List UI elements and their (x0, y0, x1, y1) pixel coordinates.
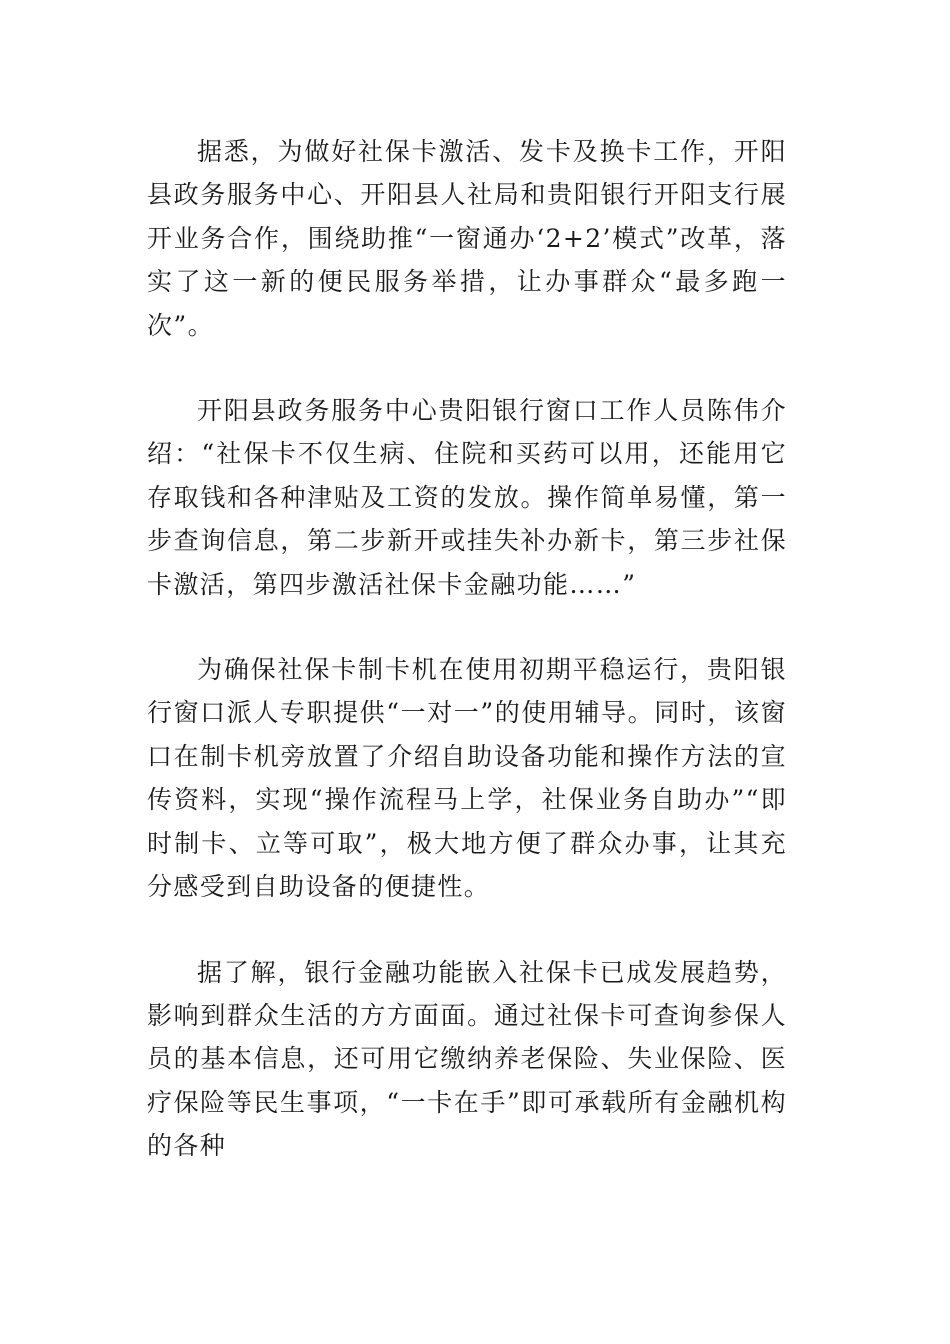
paragraph-3: 为确保社保卡制卡机在使用初期平稳运行，贵阳银行窗口派人专职提供“一对一”的使用辅导。同时，该窗口在制卡机旁放置了介绍自助设备功能和操作方法的宣传资料，实现“操作流程马上学，社保业务自助办”“即时制卡、立等可取”，极大地方便了群众办事，让其充分感受到自助设备的便捷性。 (147, 655, 787, 902)
paragraph-2: 开阳县政务服务中心贵阳银行窗口工作人员陈伟介绍：“社保卡不仅生病、住院和买药可以用，还能用它存取钱和各种津贴及工资的发放。操作简单易懂，第一步查询信息，第二步新开或挂失补办新卡，第三步社保卡激活，第四步激活社保卡金融功能……” (147, 396, 787, 599)
paragraph-4: 据了解，银行金融功能嵌入社保卡已成发展趋势，影响到群众生活的方方面面。通过社保卡可查询参保人员的基本信息，还可用它缴纳养老保险、失业保险、医疗保险等民生事项，“一卡在手”即可承载所有金融机构的各种 (147, 957, 787, 1161)
paragraph-1: 据悉，为做好社保卡激活、发卡及换卡工作，开阳县政务服务中心、开阳县人社局和贵阳银行开阳支行展开业务合作，围绕助推“一窗通办‘2+2’模式”改革，落实了这一新的便民服务举措，让办事群众“最多跑一次”。 (147, 137, 787, 340)
document-body (147, 130, 787, 1210)
